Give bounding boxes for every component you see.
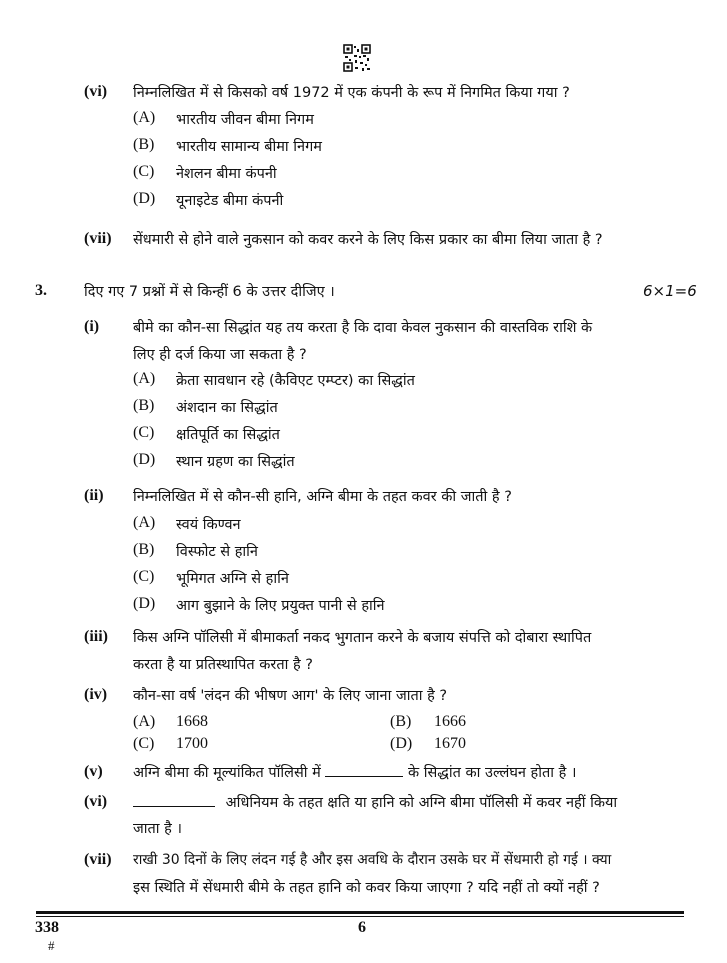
option-text: क्रेता सावधान रहे (कैविएट एम्प्टर) का सिद्धांत (176, 373, 415, 389)
question-text-line1: राखी 30 दिनों के लिए लंदन गई है और इस अवधि के दौरान उसके घर में सेंधमारी हो गई । क्या (133, 852, 612, 868)
option-text: स्वयं किण्वन (176, 517, 241, 533)
option-text: नेशलन बीमा कंपनी (176, 166, 277, 182)
option-label: (C) (133, 163, 155, 180)
option-label: (C) (133, 568, 155, 585)
option-text: स्थान ग्रहण का सिद्धांत (176, 454, 295, 470)
question-text-line2: करता है या प्रतिस्थापित करता है ? (133, 657, 313, 673)
option-label: (D) (390, 735, 413, 752)
option-label: (A) (133, 713, 156, 730)
paper-code: 338 (35, 919, 59, 936)
option-label: (D) (133, 595, 156, 612)
text-before-blank: अग्नि बीमा की मूल्यांकित पॉलिसी में (133, 765, 321, 781)
option-text: विस्फोट से हानि (176, 544, 258, 560)
option-text: अंशदान का सिद्धांत (176, 400, 278, 416)
option-label: (C) (133, 424, 155, 441)
question-number: (vi) (84, 83, 108, 100)
question-text: सेंधमारी से होने वाले नुकसान को कवर करने के लिए किस प्रकार का बीमा लिया जाता है ? (133, 232, 603, 248)
option-label: (B) (133, 541, 155, 558)
question-number: (iii) (84, 628, 108, 645)
option-text: भारतीय जीवन बीमा निगम (176, 112, 314, 128)
question-number: (vii) (84, 851, 112, 868)
hash-mark: # (48, 938, 55, 953)
question-text-line2: लिए ही दर्ज किया जा सकता है ? (133, 347, 307, 363)
option-label: (D) (133, 451, 156, 468)
question-text: निम्नलिखित में से कौन-सी हानि, अग्नि बीमा के तहत कवर की जाती है ? (133, 489, 512, 505)
option-text: आग बुझाने के लिए प्रयुक्त पानी से हानि (176, 598, 385, 614)
option-label: (C) (133, 735, 155, 752)
section-instruction: दिए गए 7 प्रश्नों में से किन्हीं 6 के उत्तर दीजिए । (84, 284, 335, 300)
option-text: भूमिगत अग्नि से हानि (176, 571, 289, 587)
footer-rule (36, 911, 684, 914)
question-number: (ii) (84, 487, 104, 504)
question-text: कौन-सा वर्ष 'लंदन की भीषण आग' के लिए जाना जाता है ? (133, 688, 448, 704)
question-text-line2: इस स्थिति में सेंधमारी बीमे के तहत हानि को कवर किया जाएगा ? यदि नहीं तो क्यों नहीं ? (133, 880, 600, 896)
question-text-line1: बीमे का कौन-सा सिद्धांत यह तय करता है कि दावा केवल नुकसान की वास्तविक राशि के (133, 320, 593, 336)
question-text: निम्नलिखित में से किसको वर्ष 1972 में एक कंपनी के रूप में निगमित किया गया ? (133, 85, 570, 101)
section-number: 3. (35, 282, 47, 299)
question-text-line2: जाता है । (133, 821, 182, 837)
answer-blank (133, 792, 215, 807)
option-label: (A) (133, 370, 156, 387)
question-number: (i) (84, 318, 100, 335)
text-after-blank: अधिनियम के तहत क्षति या हानि को अग्नि बीमा पॉलिसी में कवर नहीं किया (225, 795, 618, 811)
option-label: (A) (133, 109, 156, 126)
fill-blank-question (133, 792, 617, 812)
text-after-blank: के सिद्धांत का उल्लंघन होता है । (408, 765, 577, 781)
option-text: 1668 (176, 713, 208, 730)
answer-blank (325, 762, 403, 777)
question-number: (iv) (84, 686, 108, 703)
fill-blank-question (133, 762, 576, 782)
option-text: 1666 (434, 713, 466, 730)
question-number: (vi) (84, 793, 108, 810)
question-number: (vii) (84, 230, 112, 247)
option-text: भारतीय सामान्य बीमा निगम (176, 139, 322, 155)
question-text-line1: किस अग्नि पॉलिसी में बीमाकर्ता नकद भुगतान करने के बजाय संपत्ति को दोबारा स्थापित (133, 630, 592, 646)
marks-allocation: 6×1=6 (643, 282, 697, 300)
option-label: (D) (133, 190, 156, 207)
option-text: क्षतिपूर्ति का सिद्धांत (176, 427, 280, 443)
option-label: (B) (133, 397, 155, 414)
question-number: (v) (84, 763, 103, 780)
footer-rule-thin (36, 916, 684, 917)
option-label: (B) (133, 136, 155, 153)
qr-code-icon (343, 44, 371, 72)
option-text: 1670 (434, 735, 466, 752)
page-number: 6 (358, 919, 366, 936)
option-label: (B) (390, 713, 412, 730)
option-label: (A) (133, 514, 156, 531)
option-text: 1700 (176, 735, 208, 752)
option-text: यूनाइटेड बीमा कंपनी (176, 193, 284, 209)
